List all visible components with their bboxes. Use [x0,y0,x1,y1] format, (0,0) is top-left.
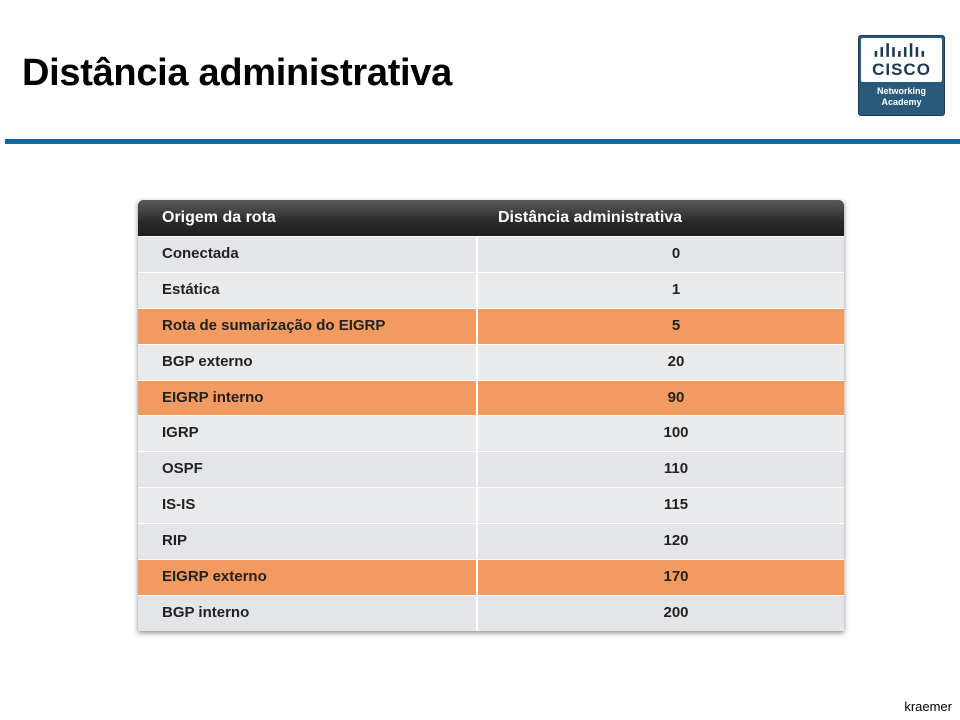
table-row [138,236,844,272]
distance-value-cell: 120 [663,532,689,550]
distance-value-cell: 5 [671,316,681,334]
table-row [138,344,844,380]
logo-wordmark: CISCO [872,60,931,79]
route-origin-cell: OSPF [138,452,478,487]
table-body [138,236,844,631]
route-origin-cell: EIGRP externo [138,560,478,595]
table-row [138,523,844,559]
route-origin-cell: Conectada [138,237,478,272]
logo-subtitle-line1: Networking [876,86,926,96]
logo-subtitle-line2: Academy [881,97,922,107]
cisco-networking-academy-logo [858,35,945,116]
administrative-distance-table [138,200,844,631]
table-row [138,451,844,487]
header-administrative-distance: Distância administrativa [498,209,683,226]
route-origin-cell: BGP interno [138,596,478,631]
table-header [138,200,844,236]
table-row [138,272,844,308]
route-origin-cell: BGP externo [138,345,478,380]
route-origin-cell: IGRP [138,416,478,451]
route-origin-cell: Estática [138,273,478,308]
table-row [138,487,844,523]
route-origin-cell: EIGRP interno [138,381,478,416]
cisco-bars-icon [861,42,942,60]
distance-value-cell: 200 [663,603,689,621]
distance-value-cell: 100 [663,424,689,442]
table-row [138,380,844,416]
route-origin-cell: Rota de sumarização do EIGRP [138,309,478,344]
distance-value-cell: 115 [663,496,689,514]
route-origin-cell: RIP [138,524,478,559]
table-row [138,595,844,631]
distance-value-cell: 0 [671,245,681,262]
logo-subtitle [859,86,944,108]
table-row [138,559,844,595]
distance-value-cell: 1 [671,280,681,298]
slide-title: Distância administrativa [22,52,452,94]
table-row [138,308,844,344]
distance-value-cell: 90 [667,388,685,406]
distance-value-cell: 20 [667,352,685,370]
route-origin-cell: IS-IS [138,488,478,523]
title-divider [5,139,960,144]
header-route-origin: Origem da rota [162,209,276,226]
distance-value-cell: 170 [663,568,689,586]
table-row [138,415,844,451]
footer-author: kraemer [904,699,952,714]
distance-value-cell: 110 [663,460,689,478]
logo-top-panel [861,38,942,82]
